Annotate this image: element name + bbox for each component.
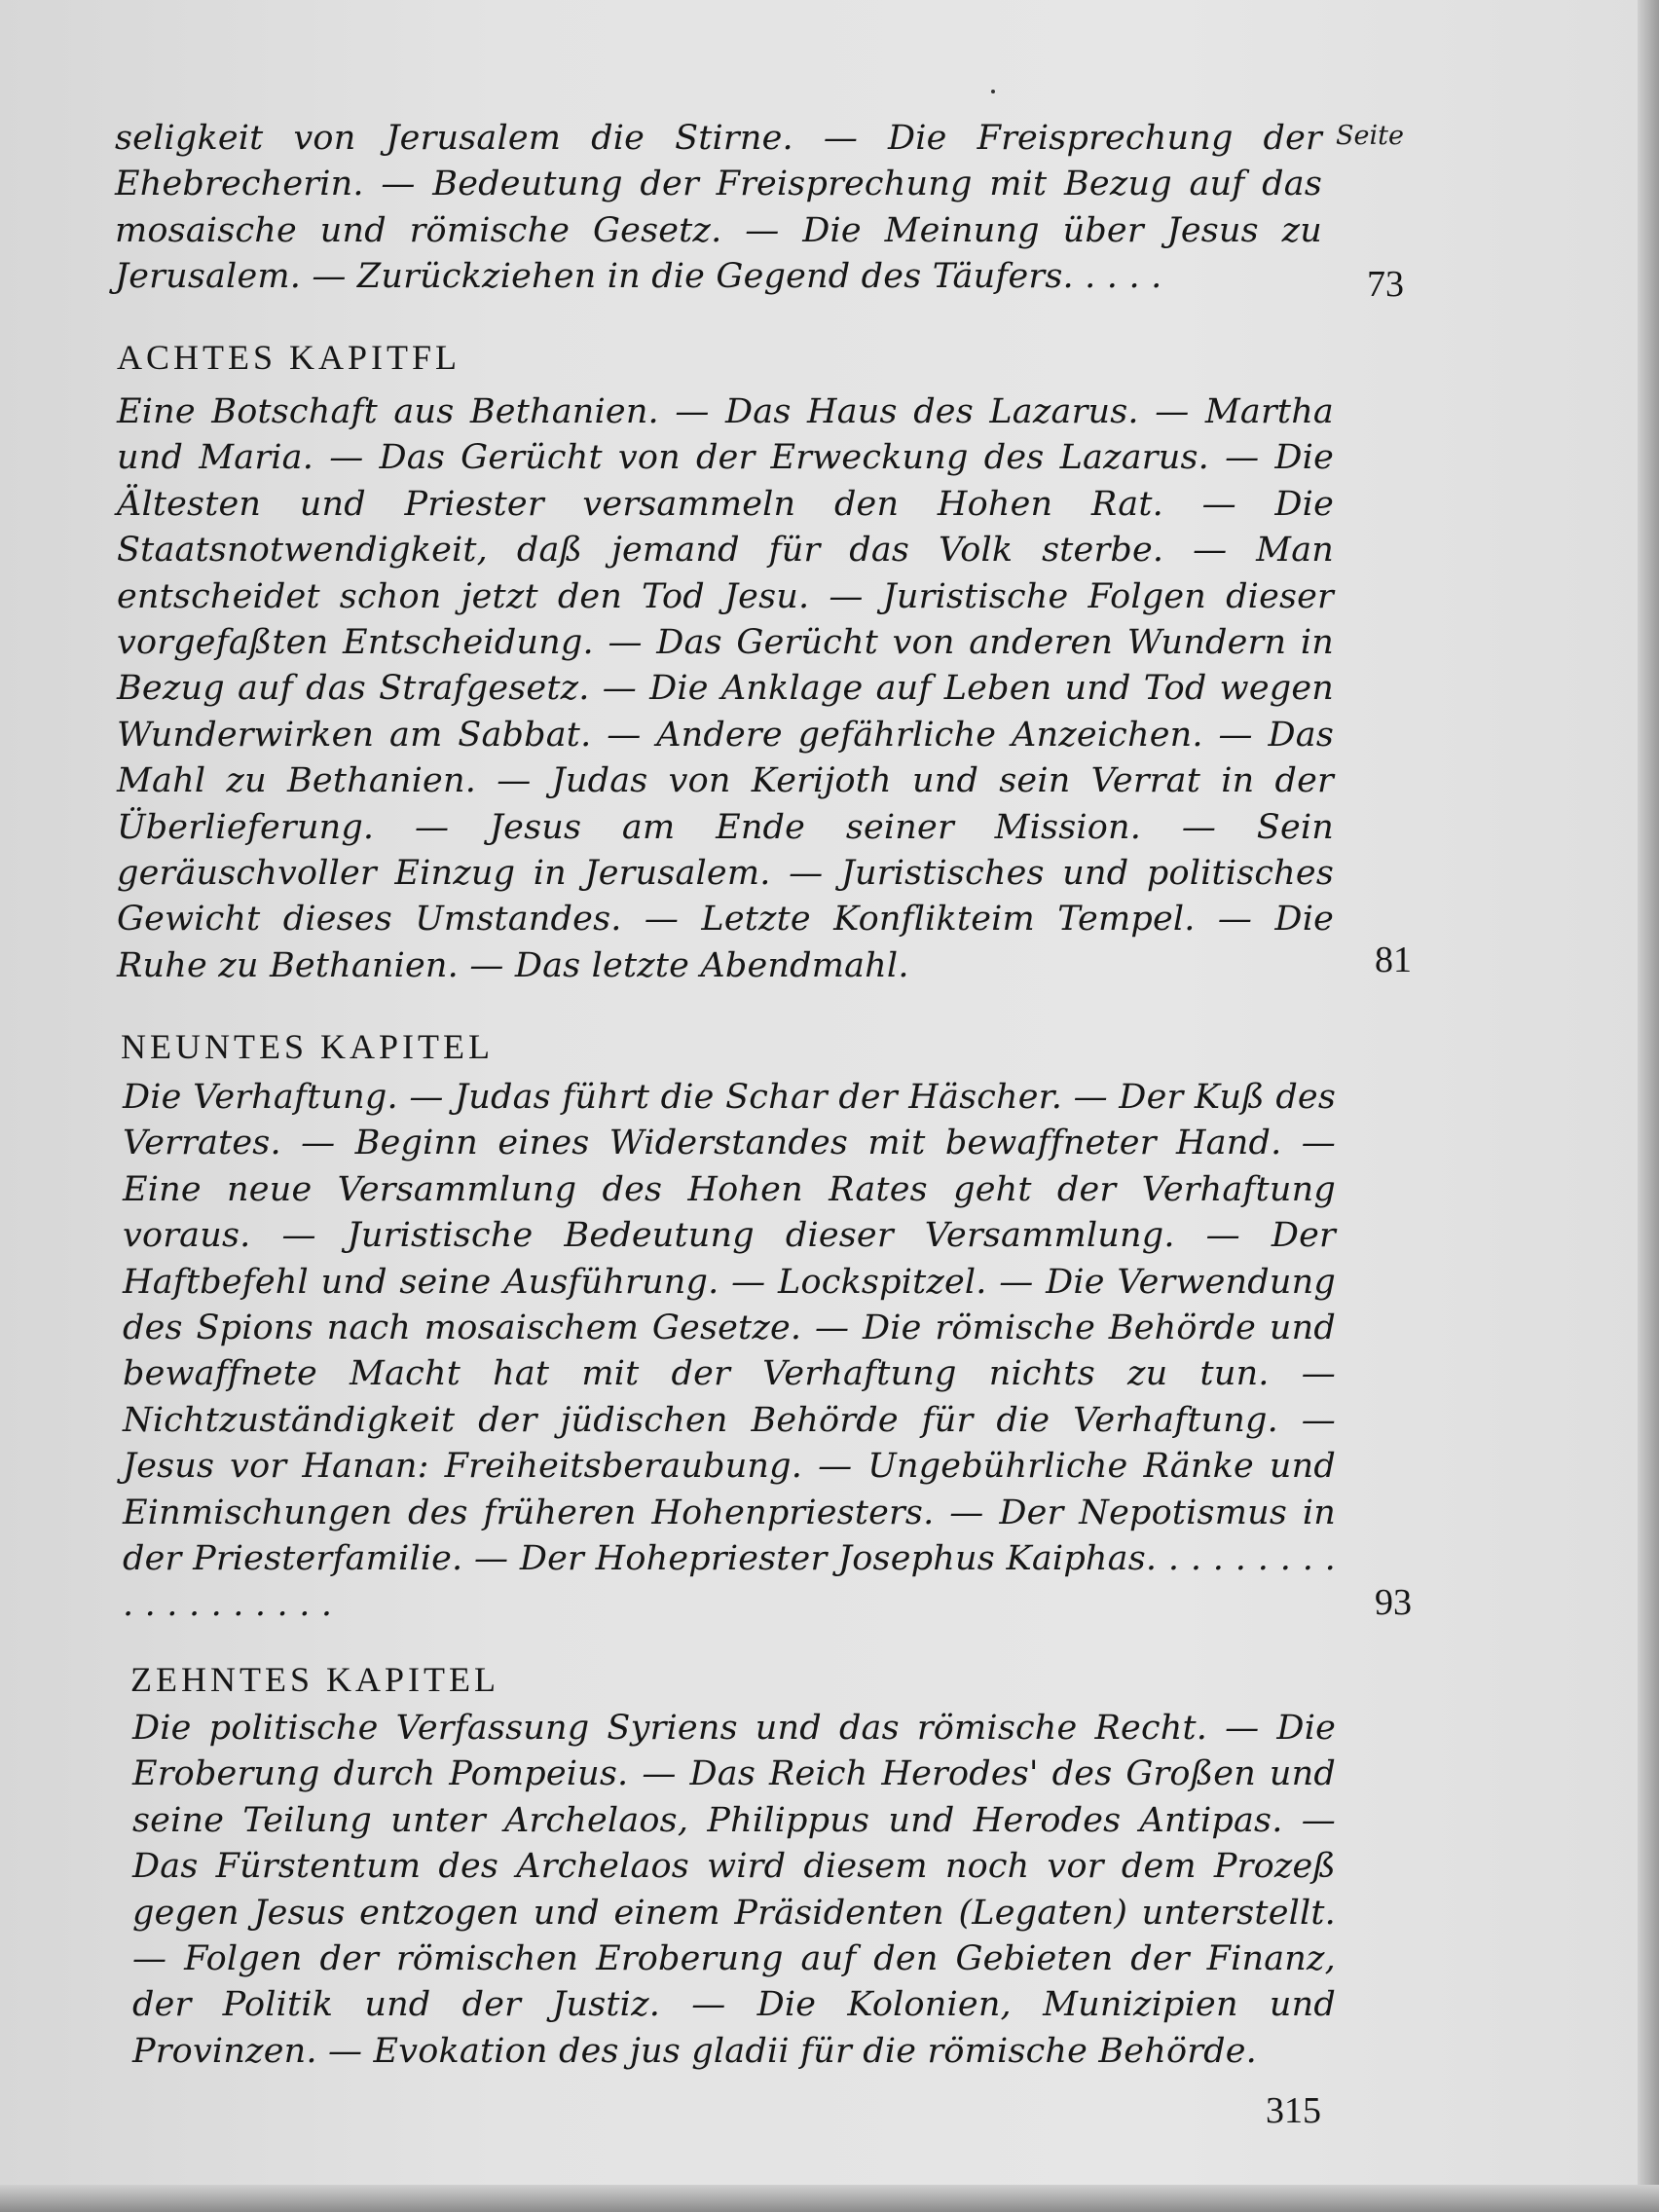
paper-speck [991,90,995,93]
toc-entry-text: Die politische Verfassung Syriens und das römische Recht. — Die Eroberung durch Pompeius. — Das Reich Herodes' des Großen und seine Teilung unter Archelaos, Philippus und Herodes Antipas. — Das Fürstentum des Archelaos wird diesem noch vor dem Prozeß gegen Jesus entzogen und einem Präsidenten (Legaten) unterstellt. — Folgen der römischen Eroberung auf den Gebieten der Finanz, der Politik und der Justiz. — Die Kolonien, Munizipien und Provinzen. — Evokation des jus gladii für die römische Behörde. [132,1709,1336,2071]
toc-entry-text: Eine Botschaft aus Bethanien. — Das Haus des Lazarus. — Martha und Maria. — Das Gerücht von der Erweckung des Lazarus. — Die Ältesten und Priester versammeln den Hohen Rat. — Die Staatsnotwendigkeit, daß jemand für das Volk sterbe. — Man entscheidet schon jetzt den Tod Jesu. — Juristische Folgen dieser vorgefaßten Entscheidung. — Das Gerücht von anderen Wundern in Bezug auf das Strafgesetz. — Die Anklage auf Leben und Tod wegen Wunderwirken am Sabbat. — Andere gefährliche Anzeichen. — Das Mahl zu Bethanien. — Judas von Kerijoth und sein Verrat in der Überlieferung. — Jesus am Ende seiner Mission. — Sein geräuschvoller Einzug in Jerusalem. — Juristisches und politisches Gewicht dieses Umstandes. — Letzte Konflikteim Tempel. — Die Ruhe zu Bethanien. — Das letzte Abendmahl. [117,392,1334,985]
chapter-heading: ZEHNTES KAPITEL [130,1660,499,1699]
toc-page-number: 93 [1375,1582,1412,1623]
bottom-margin-strip [0,2185,1659,2212]
chapter-heading: NEUNTES KAPITEL [121,1027,494,1066]
toc-page-number: 81 [1375,940,1412,980]
page-column-label: Seite [1336,121,1404,151]
chapter-heading: ACHTES KAPITFL [117,338,461,377]
toc-page-number: 73 [1367,264,1404,305]
page-edge-shadow [1638,0,1659,2212]
toc-entry-text: Die Verhaftung. — Judas führt die Schar der Häscher. — Der Kuß des Verrates. — Beginn eines Widerstandes mit bewaffneter Hand. — Eine neue Versammlung des Hohen Rates geht der Verhaftung voraus. — Juristische Bedeutung dieser Versammlung. — Der Haftbefehl und seine Ausführung. — Lockspitzel. — Die Verwendung des Spions nach mosaischem Gesetze. — Die römische Behörde und bewaffnete Macht hat mit der Verhaftung nichts zu tun. — Nichtzuständigkeit der jüdischen Behörde für die Verhaftung. — Jesus vor Hanan: Freiheitsberaubung. — Ungebührliche Ränke und Einmischungen des früheren Hohenpriesters. — Der Nepotismus in der Priesterfamilie. — Der Hohepriester Josephus Kaiphas. . . . . . . . . . . . . . . . . . . [123,1078,1336,1625]
toc-entry-text: seligkeit von Jerusalem die Stirne. — Die Freisprechung der Ehebrecherin. — Bedeutung der Freisprechung mit Bezug auf das mosaische und römische Gesetz. — Die Meinung über Jesus zu Jerusalem. — Zurückziehen in die Gegend des Täufers. . . . . [115,119,1322,297]
page-folio-number: 315 [1266,2090,1321,2131]
